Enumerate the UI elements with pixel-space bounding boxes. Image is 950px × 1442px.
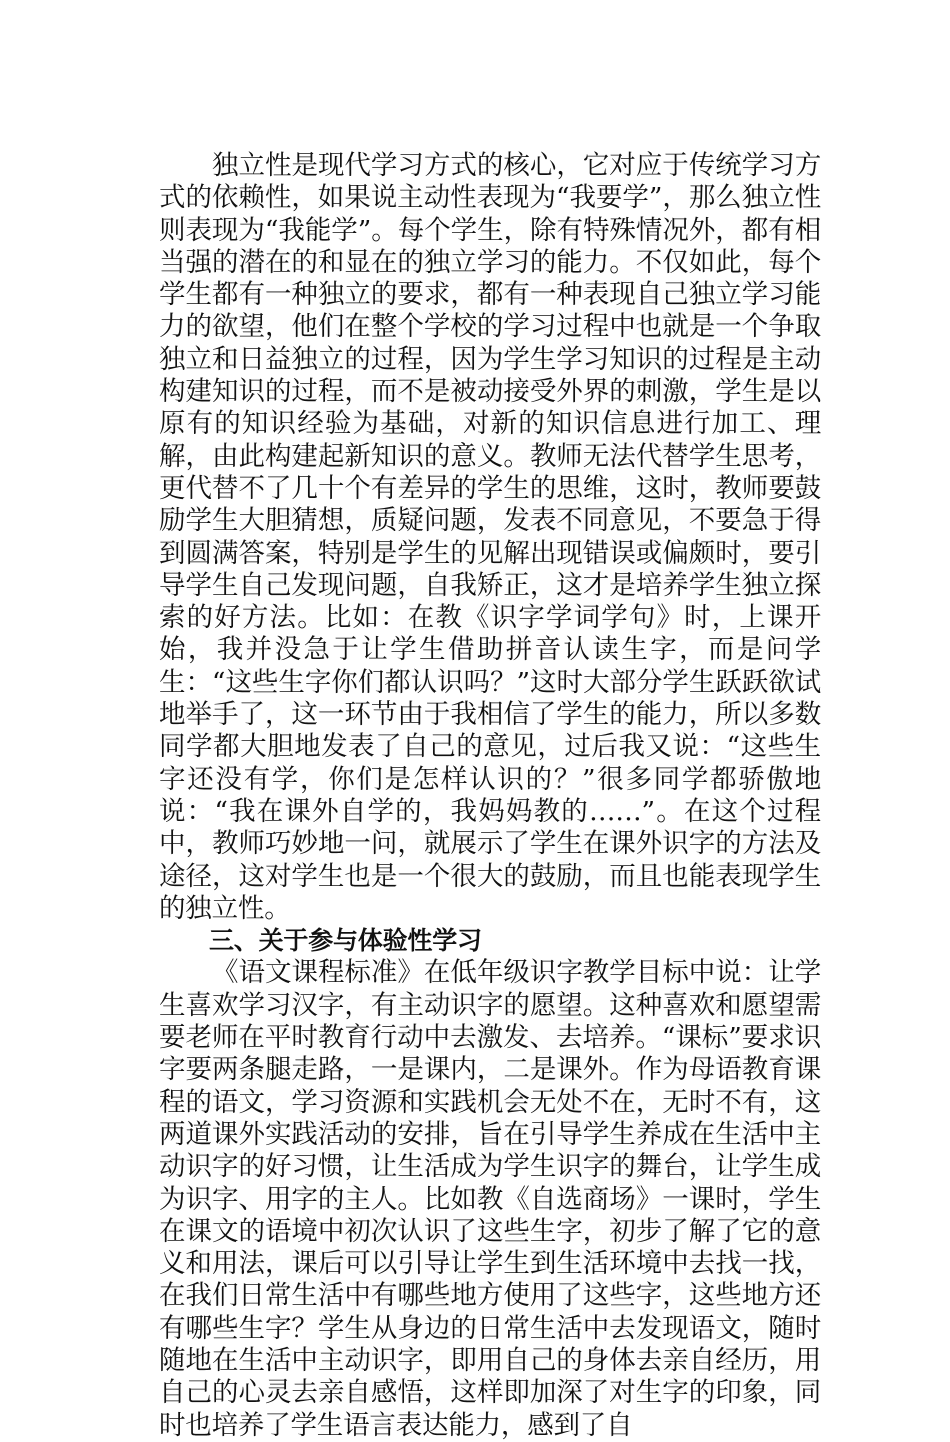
section-heading: 三、关于参与体验性学习 <box>209 926 482 956</box>
paragraph-independence: 独立性是现代学习方式的核心，它对应于传统学习方式的依赖性，如果说主动性表现为“我要学”，那么独立性则表现为“我能学”。每个学生，除有特殊情况外，都有相当强的潜在的和显在的独立学习的能力。不仅如此，每个学生都有一种独立的要求，都有一种表现自己独立学习能力的欲望，他们在整个学校的学习过程中也就是一个争取独立和日益独立的过程，因为学生学习知识的过程是主动构建知识的过程，而不是被动接受外界的刺激，学生是以原有的知识经验为基础，对新的知识信息进行加工、理解，由此构建起新知识的意义。教师无法代替学生思考，更代替不了几十个有差异的学生的思维，这时，教师要鼓励学生大胆猜想，质疑问题，发表不同意见，不要急于得到圆满答案，特别是学生的见解出现错误或偏颇时，要引导学生自己发现问题，自我矫正，这才是培养学生独立探索的好方法。比如：在教《识字学词学句》时，上课开始，我并没急于让学生借助拼音认读生字，而是问学生：“这些生字你们都认识吗？”这时大部分学生跃跃欲试地举手了，这一环节由于我相信了学生的能力，所以多数同学都大胆地发表了自己的意见，过后我又说：“这些生字还没有学，你们是怎样认识的？”很多同学都骄傲地说：“我在课外自学的，我妈妈教的……”。在这个过程中，教师巧妙地一问，就展示了学生在课外识字的方法及途径，这对学生也是一个很大的鼓励，而且也能表现学生的独立性。 <box>159 150 821 924</box>
document-body <box>159 150 821 1442</box>
paragraph-experiential-learning: 《语文课程标准》在低年级识字教学目标中说：让学生喜欢学习汉字，有主动识字的愿望。这种喜欢和愿望需要老师在平时教育行动中去激发、去培养。“课标”要求识字要两条腿走路，一是课内，二是课外。作为母语教育课程的语文，学习资源和实践机会无处不在，无时不有，这两道课外实践活动的安排，旨在引导学生养成在生活中主动识字的好习惯，让生活成为学生识字的舞台，让学生成为识字、用字的主人。比如教《自选商场》一课时，学生在课文的语境中初次认识了这些生字，初步了解了它的意义和用法，课后可以引导让学生到生活环境中去找一找，在我们日常生活中有哪些地方使用了这些字，这些地方还有哪些生字？学生从身边的日常生活中去发现语文，随时随地在生活中主动识字，即用自己的身体去亲自经历，用自己的心灵去亲自感悟，这样即加深了对生字的印象，同时也培养了学生语言表达能力，感到了自 <box>159 957 821 1441</box>
